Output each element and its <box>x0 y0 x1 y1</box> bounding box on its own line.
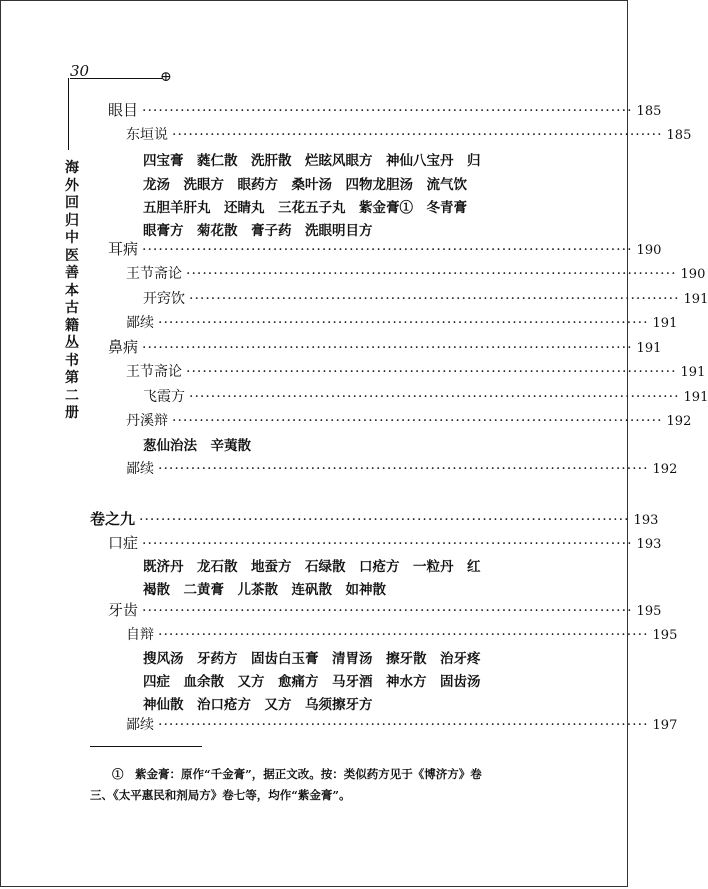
list-line: 四症 血余散 又方 愈痛方 马牙酒 神水方 固齿汤 <box>143 674 481 690</box>
toc-label: 鼻病 <box>108 338 139 356</box>
toc-row[interactable] <box>108 599 662 619</box>
toc-page: 197 <box>652 718 678 733</box>
toc-page: 195 <box>652 628 678 643</box>
toc-leader: ·························································································· <box>172 127 663 143</box>
toc-row[interactable] <box>143 386 708 406</box>
toc-label: 丹溪辩 <box>126 413 168 429</box>
header-rule <box>70 78 162 79</box>
list-line: 神仙散 治口疮方 又方 乌须擦牙方 <box>143 697 373 713</box>
toc-leader: ·························································································· <box>189 389 680 405</box>
toc-page: 193 <box>636 537 662 552</box>
toc-row[interactable] <box>126 458 678 478</box>
toc-leader: ·························································································· <box>186 266 677 282</box>
list-line: 眼膏方 菊花散 膏子药 洗眼明目方 <box>143 223 373 239</box>
list-line: 龙汤 洗眼方 眼药方 桑叶汤 四物龙胆汤 流气饮 <box>143 177 467 193</box>
toc-leader: ·························································································· <box>158 717 649 733</box>
toc-label: 牙齿 <box>108 601 139 619</box>
toc-page: 191 <box>683 292 708 307</box>
toc-page: 191 <box>683 390 708 405</box>
list-line: 四宝膏 蕤仁散 洗肝散 烂眩风眼方 神仙八宝丹 归 <box>143 153 481 169</box>
footnote-line: ① 紫金膏：原作“千金膏”，据正文改。按：类似药方见于《博济方》卷 <box>112 767 482 781</box>
toc-row[interactable] <box>126 263 706 283</box>
list-line: 搜风汤 牙药方 固齿白玉膏 清胃汤 擦牙散 治牙疼 <box>143 651 481 667</box>
series-title: 海外回归中医善本古籍丛书第二册 <box>65 160 79 421</box>
side-rule <box>68 78 69 150</box>
toc-page: 191 <box>680 365 706 380</box>
toc-leader: ·························································································· <box>158 315 649 331</box>
toc-row[interactable] <box>126 312 678 332</box>
toc-row[interactable] <box>108 238 662 258</box>
toc-page: 192 <box>666 414 692 429</box>
toc-leader: ·························································································· <box>139 512 630 528</box>
toc-label: 口症 <box>108 534 139 552</box>
toc-row[interactable] <box>126 410 692 430</box>
toc-label: 飞霞方 <box>143 389 185 405</box>
toc-row[interactable] <box>108 99 662 119</box>
toc-page: 185 <box>666 128 692 143</box>
list-line: 既济丹 龙石散 地蚕方 石绿散 口疮方 一粒丹 红 <box>143 559 481 575</box>
toc-row[interactable] <box>90 508 659 528</box>
toc-leader: ·························································································· <box>158 461 649 477</box>
toc-label: 王节斋论 <box>126 266 182 282</box>
toc-label: 卷之九 <box>90 510 136 528</box>
toc-label: 开窍饮 <box>143 291 185 307</box>
toc-leader: ·························································································· <box>158 627 649 643</box>
footnote-line: 三、《太平惠民和剂局方》卷七等，均作“紫金膏”。 <box>90 788 351 802</box>
toc-label: 眼目 <box>108 101 139 119</box>
toc-label: 王节斋论 <box>126 364 182 380</box>
toc-page: 192 <box>652 462 678 477</box>
toc-label: 鄙续 <box>126 461 154 477</box>
toc-page: 190 <box>680 267 706 282</box>
toc-row[interactable] <box>126 361 706 381</box>
footnote-rule <box>90 746 202 747</box>
toc-leader: ·························································································· <box>142 103 633 119</box>
toc-leader: ·························································································· <box>142 603 633 619</box>
toc-row[interactable] <box>108 336 662 356</box>
toc-label: 耳病 <box>108 240 139 258</box>
list-line: 葱仙治法 辛荑散 <box>143 438 251 454</box>
toc-row[interactable] <box>143 288 708 308</box>
toc-leader: ·························································································· <box>142 340 633 356</box>
toc-row[interactable] <box>126 714 678 734</box>
toc-label: 鄙续 <box>126 315 154 331</box>
toc-leader: ·························································································· <box>142 536 633 552</box>
toc-label: 鄙续 <box>126 717 154 733</box>
list-line: 五胆羊肝丸 还睛丸 三花五子丸 紫金膏① 冬青膏 <box>143 200 467 216</box>
page-number: 30 <box>70 62 90 80</box>
toc-page: 185 <box>636 104 662 119</box>
toc-label: 东垣说 <box>126 127 168 143</box>
toc-leader: ·························································································· <box>189 291 680 307</box>
toc-page: 191 <box>636 341 662 356</box>
toc-page: 191 <box>652 316 678 331</box>
toc-leader: ·························································································· <box>186 364 677 380</box>
toc-leader: ·························································································· <box>172 413 663 429</box>
toc-leader: ·························································································· <box>142 242 633 258</box>
toc-page: 190 <box>636 243 662 258</box>
toc-row[interactable] <box>108 532 662 552</box>
toc-row[interactable] <box>126 624 678 644</box>
toc-label: 自辩 <box>126 627 154 643</box>
header-mark-icon: ⊕ <box>160 69 172 85</box>
list-line: 褐散 二黄膏 儿茶散 连矾散 如神散 <box>143 582 386 598</box>
toc-page: 193 <box>633 513 659 528</box>
toc-row[interactable] <box>126 124 692 144</box>
toc-page: 195 <box>636 604 662 619</box>
